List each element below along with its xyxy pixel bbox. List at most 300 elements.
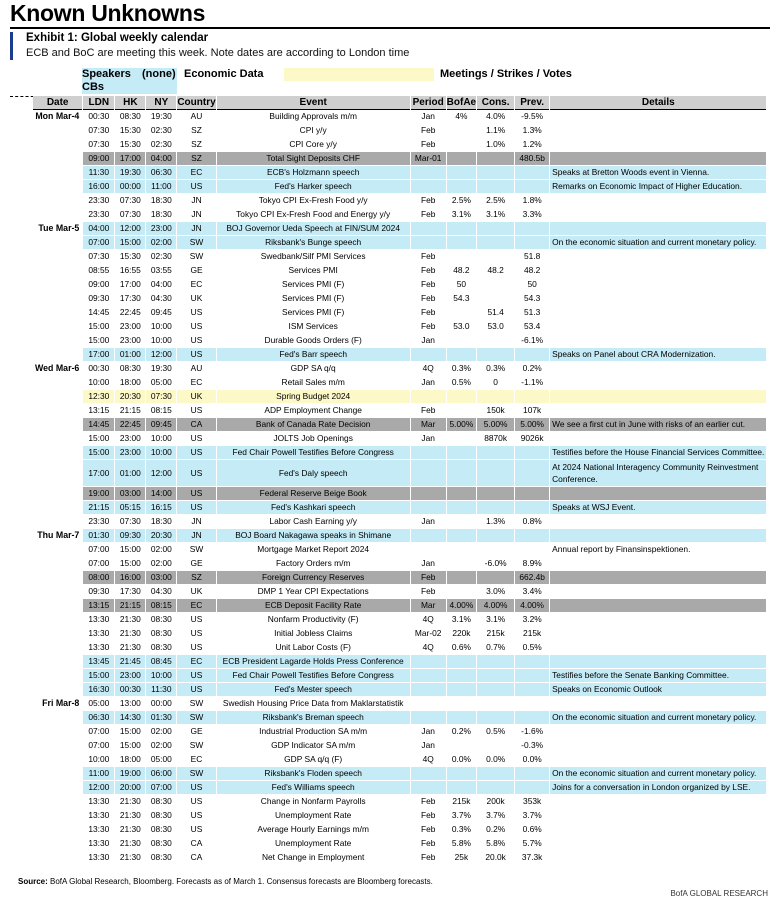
country-cell: GE — [177, 264, 216, 278]
date-cell — [33, 418, 83, 432]
ldn-time-cell: 14:45 — [83, 418, 115, 432]
table-row — [33, 711, 767, 725]
country-cell: SW — [177, 711, 216, 725]
bofa-estimate-cell: 3.7% — [446, 809, 476, 823]
details-cell — [550, 795, 767, 809]
period-cell — [410, 348, 446, 362]
previous-cell: 51.8 — [515, 250, 550, 264]
ny-time-cell: 08:30 — [146, 851, 177, 865]
details-cell — [550, 292, 767, 306]
date-cell: Wed Mar-6 — [33, 362, 83, 376]
previous-cell: 353k — [515, 795, 550, 809]
bofa-estimate-cell — [446, 348, 476, 362]
event-cell: DMP 1 Year CPI Expectations — [216, 585, 410, 599]
table-row — [33, 110, 767, 124]
bofa-estimate-cell — [446, 487, 476, 501]
ny-time-cell: 02:00 — [146, 236, 177, 250]
consensus-cell — [477, 292, 515, 306]
table-row — [33, 627, 767, 641]
date-cell — [33, 585, 83, 599]
column-header: Prev. — [515, 96, 550, 110]
ldn-time-cell: 10:00 — [83, 753, 115, 767]
bofa-estimate-cell — [446, 767, 476, 781]
ny-time-cell: 08:30 — [146, 809, 177, 823]
column-header: NY — [146, 96, 177, 110]
table-row — [33, 194, 767, 208]
table-row — [33, 585, 767, 599]
date-cell — [33, 823, 83, 837]
event-cell: Net Change in Employment — [216, 851, 410, 865]
date-cell — [33, 348, 83, 362]
hk-time-cell: 00:30 — [115, 683, 146, 697]
previous-cell: 3.7% — [515, 809, 550, 823]
table-row — [33, 222, 767, 236]
hk-time-cell: 21:15 — [115, 404, 146, 418]
column-header: Date — [33, 96, 83, 110]
date-cell — [33, 711, 83, 725]
previous-cell: 215k — [515, 627, 550, 641]
details-cell — [550, 641, 767, 655]
hk-time-cell: 12:00 — [115, 222, 146, 236]
table-row — [33, 515, 767, 529]
event-cell: Fed's Harker speech — [216, 180, 410, 194]
ny-time-cell: 08:30 — [146, 641, 177, 655]
event-cell: GDP SA q/q — [216, 362, 410, 376]
details-cell — [550, 725, 767, 739]
country-cell: US — [177, 320, 216, 334]
period-cell — [410, 543, 446, 557]
country-cell: EC — [177, 599, 216, 613]
ldn-time-cell: 13:30 — [83, 795, 115, 809]
previous-cell: 9026k — [515, 432, 550, 446]
hk-time-cell: 07:30 — [115, 208, 146, 222]
details-cell — [550, 739, 767, 753]
ldn-time-cell: 07:30 — [83, 138, 115, 152]
ny-time-cell: 08:30 — [146, 613, 177, 627]
previous-cell — [515, 781, 550, 795]
exhibit-accent-bar — [10, 32, 13, 60]
hk-time-cell: 20:30 — [115, 390, 146, 404]
hk-time-cell: 07:30 — [115, 515, 146, 529]
previous-cell: 0.0% — [515, 753, 550, 767]
table-row — [33, 543, 767, 557]
ldn-time-cell: 13:45 — [83, 655, 115, 669]
period-cell — [410, 487, 446, 501]
ny-time-cell: 18:30 — [146, 194, 177, 208]
consensus-cell: 53.0 — [477, 320, 515, 334]
event-cell: Swedbank/Silf PMI Services — [216, 250, 410, 264]
details-cell: Testifies before the House Financial Services Committee. — [550, 446, 767, 460]
hk-time-cell: 23:00 — [115, 334, 146, 348]
table-row — [33, 362, 767, 376]
bofa-estimate-cell — [446, 460, 476, 487]
hk-time-cell: 22:45 — [115, 418, 146, 432]
period-cell — [410, 529, 446, 543]
period-cell — [410, 166, 446, 180]
ny-time-cell: 10:00 — [146, 432, 177, 446]
consensus-cell: 20.0k — [477, 851, 515, 865]
event-cell: Fed's Kashkari speech — [216, 501, 410, 515]
bofa-estimate-cell: 0.3% — [446, 362, 476, 376]
consensus-cell — [477, 529, 515, 543]
previous-cell: 3.3% — [515, 208, 550, 222]
details-cell — [550, 585, 767, 599]
previous-cell: -9.5% — [515, 110, 550, 124]
details-cell: Speaks on Panel about CRA Modernization. — [550, 348, 767, 362]
event-cell: Foreign Currency Reserves — [216, 571, 410, 585]
bofa-estimate-cell — [446, 669, 476, 683]
ny-time-cell: 09:45 — [146, 418, 177, 432]
ny-time-cell: 08:30 — [146, 795, 177, 809]
bofa-estimate-cell: 50 — [446, 278, 476, 292]
event-cell: Total Sight Deposits CHF — [216, 152, 410, 166]
column-header: Cons. — [477, 96, 515, 110]
table-row — [33, 501, 767, 515]
table-row — [33, 460, 767, 487]
country-cell: UK — [177, 292, 216, 306]
details-cell — [550, 697, 767, 711]
previous-cell — [515, 655, 550, 669]
period-cell: Mar — [410, 599, 446, 613]
country-cell: US — [177, 613, 216, 627]
consensus-cell: 0.7% — [477, 641, 515, 655]
previous-cell — [515, 222, 550, 236]
ldn-time-cell: 07:30 — [83, 250, 115, 264]
date-cell — [33, 334, 83, 348]
legend-economic-data: Economic Data — [184, 68, 264, 80]
table-row — [33, 278, 767, 292]
bofa-estimate-cell — [446, 529, 476, 543]
consensus-cell: 5.00% — [477, 418, 515, 432]
hk-time-cell: 01:00 — [115, 460, 146, 487]
bofa-estimate-cell: 4% — [446, 110, 476, 124]
details-cell — [550, 851, 767, 865]
period-cell: Mar — [410, 418, 446, 432]
source-note — [18, 877, 433, 886]
bofa-estimate-cell — [446, 334, 476, 348]
date-cell — [33, 627, 83, 641]
event-cell: Unemployment Rate — [216, 809, 410, 823]
event-cell: ISM Services — [216, 320, 410, 334]
period-cell: Jan — [410, 739, 446, 753]
bofa-estimate-cell: 0.5% — [446, 376, 476, 390]
consensus-cell — [477, 180, 515, 194]
hk-time-cell: 16:00 — [115, 571, 146, 585]
country-cell: SW — [177, 250, 216, 264]
date-cell — [33, 124, 83, 138]
hk-time-cell: 21:30 — [115, 837, 146, 851]
event-cell: Services PMI — [216, 264, 410, 278]
country-cell: SW — [177, 236, 216, 250]
legend-meetings-swatch — [284, 68, 434, 81]
date-cell: Thu Mar-7 — [33, 529, 83, 543]
bofa-estimate-cell — [446, 655, 476, 669]
exhibit-subtitle: ECB and BoC are meeting this week. Note dates are according to London time — [26, 47, 410, 59]
title-rule — [10, 27, 770, 29]
period-cell: Feb — [410, 571, 446, 585]
event-cell: Mortgage Market Report 2024 — [216, 543, 410, 557]
bofa-estimate-cell: 25k — [446, 851, 476, 865]
country-cell: CA — [177, 418, 216, 432]
bofa-estimate-cell — [446, 306, 476, 320]
details-cell — [550, 529, 767, 543]
date-cell — [33, 599, 83, 613]
event-cell: Unit Labor Costs (F) — [216, 641, 410, 655]
country-cell: JN — [177, 208, 216, 222]
period-cell — [410, 222, 446, 236]
ny-time-cell: 02:30 — [146, 138, 177, 152]
bofa-estimate-cell: 2.5% — [446, 194, 476, 208]
date-cell — [33, 236, 83, 250]
details-cell — [550, 334, 767, 348]
table-row — [33, 795, 767, 809]
country-cell: JN — [177, 515, 216, 529]
consensus-cell — [477, 571, 515, 585]
previous-cell: 53.4 — [515, 320, 550, 334]
column-header: Period — [410, 96, 446, 110]
event-cell: JOLTS Job Openings — [216, 432, 410, 446]
ldn-time-cell: 06:30 — [83, 711, 115, 725]
consensus-cell — [477, 460, 515, 487]
previous-cell: 662.4b — [515, 571, 550, 585]
date-cell — [33, 753, 83, 767]
country-cell: US — [177, 683, 216, 697]
country-cell: CA — [177, 851, 216, 865]
table-row — [33, 571, 767, 585]
previous-cell: 0.6% — [515, 823, 550, 837]
table-row — [33, 487, 767, 501]
ldn-time-cell: 01:30 — [83, 529, 115, 543]
ldn-time-cell: 17:00 — [83, 348, 115, 362]
hk-time-cell: 21:15 — [115, 599, 146, 613]
ny-time-cell: 05:00 — [146, 753, 177, 767]
ldn-time-cell: 13:30 — [83, 613, 115, 627]
table-row — [33, 404, 767, 418]
table-row — [33, 781, 767, 795]
table-row — [33, 557, 767, 571]
country-cell: US — [177, 334, 216, 348]
consensus-cell: 150k — [477, 404, 515, 418]
ny-time-cell: 08:45 — [146, 655, 177, 669]
previous-cell: 480.5b — [515, 152, 550, 166]
header-row — [33, 96, 767, 110]
table-row — [33, 837, 767, 851]
date-cell — [33, 837, 83, 851]
period-cell: Feb — [410, 292, 446, 306]
hk-time-cell: 15:00 — [115, 725, 146, 739]
details-cell — [550, 250, 767, 264]
ny-time-cell: 08:30 — [146, 823, 177, 837]
table-row — [33, 306, 767, 320]
country-cell: CA — [177, 837, 216, 851]
ldn-time-cell: 08:00 — [83, 571, 115, 585]
event-cell: Change in Nonfarm Payrolls — [216, 795, 410, 809]
date-cell — [33, 613, 83, 627]
date-cell — [33, 571, 83, 585]
ldn-time-cell: 14:45 — [83, 306, 115, 320]
ldn-time-cell: 23:30 — [83, 515, 115, 529]
date-cell — [33, 404, 83, 418]
period-cell — [410, 446, 446, 460]
legend-cbs-swatch — [82, 81, 177, 94]
country-cell: SZ — [177, 571, 216, 585]
country-cell: US — [177, 795, 216, 809]
ldn-time-cell: 15:00 — [83, 320, 115, 334]
event-cell: GDP SA q/q (F) — [216, 753, 410, 767]
hk-time-cell: 21:30 — [115, 627, 146, 641]
ny-time-cell: 04:30 — [146, 585, 177, 599]
ny-time-cell: 06:30 — [146, 166, 177, 180]
table-row — [33, 208, 767, 222]
ny-time-cell: 19:30 — [146, 110, 177, 124]
hk-time-cell: 18:00 — [115, 753, 146, 767]
event-cell: Federal Reserve Beige Book — [216, 487, 410, 501]
bofa-estimate-cell: 215k — [446, 795, 476, 809]
event-cell: CPI y/y — [216, 124, 410, 138]
previous-cell — [515, 180, 550, 194]
hk-time-cell: 17:00 — [115, 152, 146, 166]
event-cell: Labor Cash Earning y/y — [216, 515, 410, 529]
ny-time-cell: 08:30 — [146, 837, 177, 851]
details-cell: At 2024 National Interagency Community Reinvestment Conference. — [550, 460, 767, 487]
date-cell — [33, 460, 83, 487]
table-row — [33, 809, 767, 823]
date-cell — [33, 138, 83, 152]
table-row — [33, 166, 767, 180]
period-cell: Feb — [410, 837, 446, 851]
country-cell: US — [177, 809, 216, 823]
bofa-estimate-cell: 53.0 — [446, 320, 476, 334]
consensus-cell — [477, 152, 515, 166]
details-cell — [550, 264, 767, 278]
details-cell — [550, 404, 767, 418]
country-cell: US — [177, 446, 216, 460]
ny-time-cell: 08:30 — [146, 627, 177, 641]
event-cell: Fed's Mester speech — [216, 683, 410, 697]
table-row — [33, 152, 767, 166]
consensus-cell — [477, 683, 515, 697]
ldn-time-cell: 07:30 — [83, 124, 115, 138]
event-cell: Services PMI (F) — [216, 292, 410, 306]
ldn-time-cell: 17:00 — [83, 460, 115, 487]
previous-cell: -0.3% — [515, 739, 550, 753]
consensus-cell: 51.4 — [477, 306, 515, 320]
bofa-estimate-cell — [446, 166, 476, 180]
period-cell: Feb — [410, 138, 446, 152]
consensus-cell — [477, 446, 515, 460]
ldn-time-cell: 13:15 — [83, 404, 115, 418]
ny-time-cell: 02:00 — [146, 725, 177, 739]
ny-time-cell: 02:00 — [146, 557, 177, 571]
hk-time-cell: 21:30 — [115, 851, 146, 865]
event-cell: Fed Chair Powell Testifies Before Congress — [216, 446, 410, 460]
event-cell: Riksbank's Breman speech — [216, 711, 410, 725]
consensus-cell — [477, 767, 515, 781]
details-cell — [550, 376, 767, 390]
hk-time-cell: 23:00 — [115, 669, 146, 683]
details-cell — [550, 390, 767, 404]
country-cell: US — [177, 501, 216, 515]
previous-cell — [515, 501, 550, 515]
consensus-cell — [477, 334, 515, 348]
country-cell: JN — [177, 222, 216, 236]
table-row — [33, 348, 767, 362]
ldn-time-cell: 07:00 — [83, 739, 115, 753]
ldn-time-cell: 19:00 — [83, 487, 115, 501]
period-cell — [410, 781, 446, 795]
consensus-cell — [477, 166, 515, 180]
event-cell: Unemployment Rate — [216, 837, 410, 851]
country-cell: UK — [177, 390, 216, 404]
date-cell — [33, 306, 83, 320]
previous-cell: 8.9% — [515, 557, 550, 571]
country-cell: EC — [177, 278, 216, 292]
details-cell — [550, 208, 767, 222]
date-cell — [33, 166, 83, 180]
hk-time-cell: 21:30 — [115, 795, 146, 809]
details-cell: On the economic situation and current monetary policy. — [550, 767, 767, 781]
ldn-time-cell: 13:30 — [83, 837, 115, 851]
ldn-time-cell: 07:00 — [83, 557, 115, 571]
ny-time-cell: 06:00 — [146, 767, 177, 781]
period-cell: Jan — [410, 515, 446, 529]
period-cell: Feb — [410, 320, 446, 334]
event-cell: Tokyo CPI Ex-Fresh Food and Energy y/y — [216, 208, 410, 222]
hk-time-cell: 15:30 — [115, 138, 146, 152]
country-cell: EC — [177, 655, 216, 669]
table-row — [33, 376, 767, 390]
source-label: Source: — [18, 877, 48, 886]
ldn-time-cell: 13:15 — [83, 599, 115, 613]
ny-time-cell: 01:30 — [146, 711, 177, 725]
column-header: Country — [177, 97, 216, 108]
consensus-cell — [477, 236, 515, 250]
column-header: LDN — [83, 96, 115, 110]
ldn-time-cell: 04:00 — [83, 222, 115, 236]
ldn-time-cell: 09:00 — [83, 278, 115, 292]
period-cell: Jan — [410, 432, 446, 446]
details-cell — [550, 110, 767, 124]
table-row — [33, 669, 767, 683]
event-cell: Industrial Production SA m/m — [216, 725, 410, 739]
previous-cell: 51.3 — [515, 306, 550, 320]
country-cell: SZ — [177, 138, 216, 152]
details-cell — [550, 655, 767, 669]
event-cell: Services PMI (F) — [216, 278, 410, 292]
event-cell: Fed's Williams speech — [216, 781, 410, 795]
hk-time-cell: 15:00 — [115, 557, 146, 571]
bofa-estimate-cell: 0.3% — [446, 823, 476, 837]
country-cell: US — [177, 641, 216, 655]
hk-time-cell: 20:00 — [115, 781, 146, 795]
details-cell — [550, 613, 767, 627]
period-cell: Feb — [410, 278, 446, 292]
previous-cell — [515, 460, 550, 487]
hk-time-cell: 21:30 — [115, 823, 146, 837]
previous-cell: 4.00% — [515, 599, 550, 613]
details-cell — [550, 837, 767, 851]
country-cell: SZ — [177, 124, 216, 138]
hk-time-cell: 17:00 — [115, 278, 146, 292]
details-cell — [550, 432, 767, 446]
period-cell — [410, 767, 446, 781]
country-cell: US — [177, 348, 216, 362]
date-cell — [33, 152, 83, 166]
brand-label: BofA GLOBAL RESEARCH — [670, 889, 768, 898]
table-row — [33, 236, 767, 250]
bofa-estimate-cell: 5.8% — [446, 837, 476, 851]
details-cell: We see a first cut in June with risks of an earlier cut. — [550, 418, 767, 432]
